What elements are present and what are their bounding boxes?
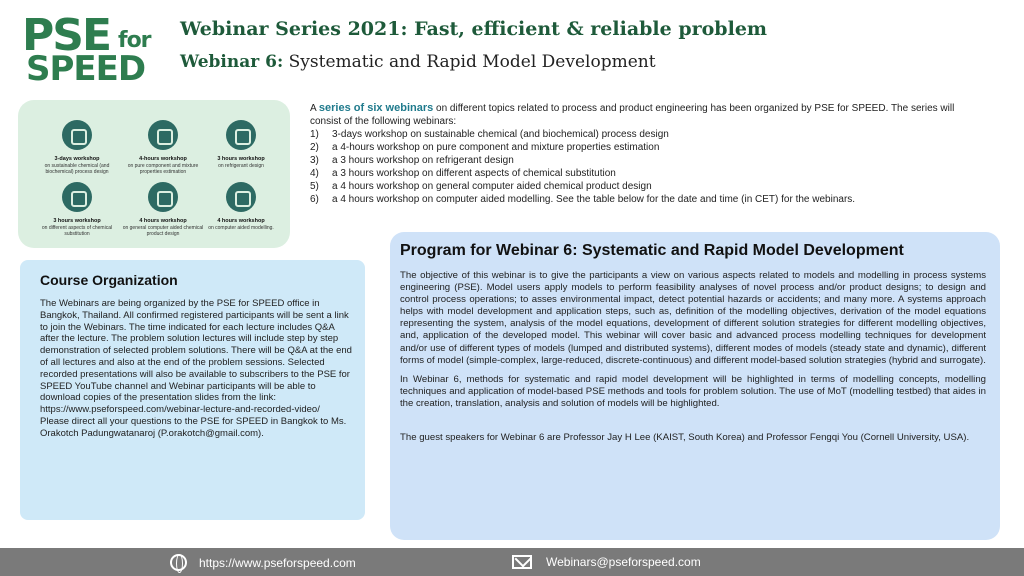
workshop-desc: on refrigerant design — [218, 162, 264, 169]
program-guest-speakers: The guest speakers for Webinar 6 are Professor Jay H Lee (KAIST, South Korea) and Professor Fengqi You (Cornell University, USA). — [400, 432, 970, 444]
logo-for: for — [118, 28, 151, 53]
list-item — [310, 154, 978, 167]
workshop-title: 4 hours workshop — [139, 218, 187, 224]
flask-icon — [62, 182, 92, 212]
workshop-item — [118, 182, 208, 237]
footer-bar — [0, 548, 1024, 576]
website-link[interactable]: https://www.pseforspeed.com — [199, 555, 356, 570]
workshop-title: 3 hours workshop — [217, 156, 265, 162]
workshop-title: 4-hours workshop — [139, 156, 187, 162]
footer-website[interactable] — [170, 554, 356, 571]
program-paragraph-2: In Webinar 6, methods for systematic and rapid model development will be highlighted in terms of modelling concepts, modelling techniques and application of model-based PSE methods and tools for problem solution. The use of MoT (modelling testbed) that aides in the creation, translation, analysis and solution of models will be highlighted. — [400, 373, 986, 409]
intro-body: on different topics related to process and product engineering has been organized by PSE for SPEED. The series will consist of the following webinars: — [310, 103, 955, 127]
program-paragraph-1: The objective of this webinar is to give the participants a view on various aspects related to models and modelling in process systems engineering (PSE). Model users apply models to perform feasibility analyses of novel process and/or product designs; to design and control process operations; to asses environmental impact, detect potential hazards or accidents; and many more. A systems approach helps with model development and application steps, such as, definition of the modelling objectives, derivation of the model equations representing the system, analysis of the model equations, development of different solution strategies for different modelling objectives, and, application of the developed model. This webinar will cover basic and advanced process modelling techniques for development and/or use of different types of models (lumped and distributed systems), different modes of models (steady state and dynamic), different forms of model (simple-complex, large-reduced, discrete-continuous) and different model-based solution strategies (hybrid and surrogate). — [400, 270, 986, 366]
workshop-item — [32, 120, 122, 175]
chemical-plant-icon — [62, 120, 92, 150]
workshop-title: 3 hours workshop — [53, 218, 101, 224]
list-item — [310, 180, 978, 193]
email-link[interactable]: Webinars@pseforspeed.com — [546, 555, 701, 569]
workshop-desc: on general computer aided chemical product design — [122, 224, 204, 237]
globe-icon — [170, 554, 187, 571]
program-heading: Program for Webinar 6: Systematic and Rapid Model Development — [400, 242, 904, 259]
list-item — [310, 193, 978, 206]
program-panel — [390, 232, 1000, 540]
list-text: a 3 hours workshop on refrigerant design — [332, 155, 514, 166]
workshop-desc: on different aspects of chemical substitution — [41, 224, 113, 237]
logo-pse: PSE — [22, 10, 110, 61]
mail-icon — [512, 555, 532, 569]
intro-text — [310, 102, 978, 206]
list-item — [310, 141, 978, 154]
workshop-desc: on computer aided modelling. — [208, 224, 274, 231]
intro-prefix: A — [310, 103, 319, 114]
pse-for-speed-logo — [22, 10, 162, 89]
list-number: 5) — [310, 181, 319, 192]
network-icon — [226, 182, 256, 212]
course-body: The Webinars are being organized by the PSE for SPEED office in Bangkok, Thailand. All confirmed registered participants will be sent a link to join the Webinars. The time indicated for each lecture includes Q&A after the lecture. The problem solution lectures will include step by step demonstration of selected problem solutions. There will be Q&A at the end of all lectures and also at the end of the problem sessions. Selected recorded presentations will also be available to subscribers to the PSE for SPEED YouTube channel and Webinar participants will be able to download copies of the presentation slides from the link: — [40, 298, 352, 404]
workshop-item — [118, 120, 208, 175]
page-title: Webinar Series 2021: Fast, efficient & reliable problem — [180, 18, 768, 40]
list-number: 6) — [310, 194, 319, 205]
page-subtitle — [180, 52, 656, 72]
list-text: a 4 hours workshop on general computer aided chemical product design — [332, 181, 652, 192]
workshop-desc: on sustainable chemical (and biochemical) process design — [44, 162, 110, 175]
intro-highlight: series of six webinars — [318, 102, 434, 114]
workshop-desc: on pure component and mixture properties estimation — [127, 162, 199, 175]
footer-email[interactable] — [512, 554, 701, 570]
molecule-icon — [148, 120, 178, 150]
list-number: 4) — [310, 168, 319, 179]
logo-speed: SPEED — [26, 49, 146, 89]
list-number: 1) — [310, 129, 319, 140]
list-text: a 4 hours workshop on computer aided modelling. See the table below for the date and time (in CET) for the webinars. — [332, 194, 856, 205]
list-text: 3-days workshop on sustainable chemical (and biochemical) process design — [332, 129, 669, 140]
workshop-item — [32, 182, 122, 237]
subtitle-text: Systematic and Rapid Model Development — [283, 52, 656, 72]
list-text: a 4-hours workshop on pure component and mixture properties estimation — [332, 142, 660, 153]
list-number: 2) — [310, 142, 319, 153]
webinar-list — [310, 128, 978, 206]
workshop-item — [196, 182, 286, 231]
list-item — [310, 128, 978, 141]
subtitle-lead: Webinar 6: — [180, 52, 284, 72]
course-contact: Please direct all your questions to the PSE for SPEED in Bangkok to Ms. Orakotch Padungwatanaroj (P.orakotch@gmail.com). — [40, 415, 347, 439]
course-organization-panel — [20, 260, 365, 520]
snowflake-icon — [226, 120, 256, 150]
list-text: a 3 hours workshop on different aspects of chemical substitution — [332, 168, 616, 179]
list-item — [310, 167, 978, 180]
course-heading: Course Organization — [40, 272, 178, 288]
workshop-title: 4 hours workshop — [217, 218, 265, 224]
workshop-item — [196, 120, 286, 169]
computer-icon — [148, 182, 178, 212]
intro-paragraph — [310, 102, 978, 128]
workshops-panel — [18, 100, 290, 248]
workshop-title: 3-days workshop — [54, 156, 100, 162]
course-link[interactable]: https://www.pseforspeed.com/webinar-lecture-and-recorded-video/ — [40, 404, 320, 416]
list-number: 3) — [310, 155, 319, 166]
